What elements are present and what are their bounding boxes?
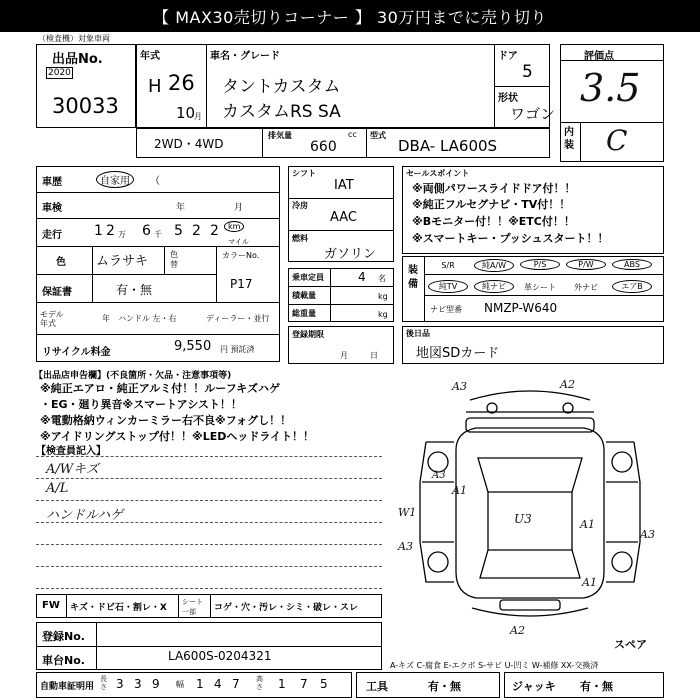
mark-a1-rear: A1 <box>582 576 597 589</box>
mileage-d2: 2 <box>106 223 115 239</box>
sales-point-2: ※純正フルセグナビ・TV付！！ <box>412 198 571 211</box>
capacity-value: 4 <box>358 270 366 284</box>
damage-seat: シート <box>182 598 203 606</box>
inspector-label: 【検査員記入】 <box>36 446 106 457</box>
cert-hei-label: 高さ <box>256 675 263 691</box>
equip-alloy: 純A/W <box>474 259 514 272</box>
doors-label: ドア <box>498 51 518 62</box>
cert-len-3: 9 <box>152 677 160 691</box>
mark-a3-top: A3 <box>452 380 467 393</box>
year-tag: 2020 <box>48 68 71 78</box>
damage-other: コゲ・穴・汚レ・シミ・破レ・スレ <box>214 603 359 613</box>
mark-a2-top: A2 <box>560 378 575 391</box>
damage-fw: FW <box>42 600 60 611</box>
fuel-label: 燃料 <box>292 234 308 243</box>
model-type-label: 型式 <box>370 131 386 140</box>
recycle-value: 9,550 <box>174 339 212 354</box>
navi-model-value: NMZP-W640 <box>484 301 558 315</box>
capacity-unit: 名 <box>378 274 386 283</box>
rating-label: 評価点 <box>584 51 614 62</box>
reg-period-month: 月 <box>340 351 348 360</box>
mileage-label: 走行 <box>42 230 62 241</box>
shift-value: IAT <box>334 178 354 193</box>
mark-a1-right: A1 <box>580 518 595 531</box>
car-name-line2: カスタムRS SA <box>222 102 341 122</box>
mark-u3: U3 <box>514 512 532 526</box>
ac-label: 冷房 <box>292 201 308 210</box>
header-note: （検査機）対象車両 <box>38 34 110 43</box>
tools-value: 有・無 <box>428 680 461 693</box>
chassis-value: LA600S-0204321 <box>168 649 272 663</box>
color-value: ムラサキ <box>96 254 149 269</box>
note-line-2: ・EG・廻り異音※スマートアシスト！！ <box>40 398 242 411</box>
car-name-label: 車名・グレード <box>210 51 280 62</box>
note-line-1: ※純正エアロ・純正アルミ付！！ルーフキズハゲ <box>40 382 281 395</box>
navi-model-label: ナビ型番 <box>430 305 462 314</box>
sales-point-3: ※Bモニター付！！※ETC付！！ <box>412 215 575 228</box>
era: H <box>148 76 162 97</box>
history-value: 自家用 <box>96 171 134 188</box>
car-damage-diagram <box>396 372 664 632</box>
mark-a1-left: A1 <box>452 484 467 497</box>
sales-point-4: ※スマートキー・プッシュスタート！！ <box>412 232 609 245</box>
cert-hei-3: 5 <box>320 677 328 691</box>
mark-w1: W1 <box>398 506 417 519</box>
shift-label: シフト <box>292 169 316 178</box>
interior-value: C <box>606 124 628 157</box>
interior-label: 内装 <box>564 127 574 151</box>
jack-label: ジャッキ <box>512 680 556 693</box>
mileage-d5: 2 <box>192 223 201 239</box>
weight-unit: kg <box>378 310 388 319</box>
reg-period-label: 登録期限 <box>292 330 324 339</box>
accessories-value: 地図SDカード <box>416 346 500 361</box>
color-label: 色 <box>56 257 66 268</box>
mileage-d6: 2 <box>210 223 219 239</box>
cert-wid-1: 1 <box>196 677 204 691</box>
damage-scratch: キズ・ドビ石・割レ・X <box>70 603 167 613</box>
cert-wid-label: 幅 <box>176 680 184 689</box>
month-unit: 月 <box>194 112 202 121</box>
registration-label: 登録No. <box>42 630 85 643</box>
color-change-label: 色替 <box>170 250 178 269</box>
cert-len-2: 3 <box>134 677 142 691</box>
inspector-line-3: ハンドルハゲ <box>46 508 124 523</box>
capacity-label: 乗車定員 <box>292 273 324 282</box>
recycle-unit: 円 預託済 <box>220 345 255 354</box>
cert-hei-1: 1 <box>278 677 286 691</box>
note-line-3: ※電動格納ウィンカーミラー右不良※フォグし！！ <box>40 414 292 427</box>
history-label: 車歴 <box>42 177 62 188</box>
tools-label: 工具 <box>366 680 388 693</box>
inspector-line-1: A/Wキズ <box>46 462 99 477</box>
model-row-dealer: ディーラー・並行 <box>206 314 270 323</box>
note-line-4: ※アイドリングストップ付！！※LEDヘッドライト！！ <box>40 430 315 443</box>
displacement-label: 排気量 <box>268 131 292 140</box>
drive-type: 2WD・4WD <box>154 137 224 151</box>
lot-number: 30033 <box>52 94 119 118</box>
shape-label: 形状 <box>498 93 518 104</box>
mark-a3-left: A3 <box>398 540 413 553</box>
lot-label: 出品No. <box>52 52 103 67</box>
cert-hei-2: 7 <box>300 677 308 691</box>
month: 10 <box>176 104 196 122</box>
warranty-value: 有・無 <box>116 283 153 297</box>
mileage-d3: 6 <box>142 223 151 239</box>
color-code: P17 <box>230 277 253 291</box>
equip-abs: ABS <box>612 259 652 270</box>
model-row-handle: ハンドル 左・右 <box>118 314 177 323</box>
model-type-value: DBA- LA600S <box>398 137 498 155</box>
year: 26 <box>168 71 195 95</box>
car-name-line1: タントカスタム <box>222 77 341 97</box>
load-label: 積載量 <box>292 291 316 300</box>
mileage-man: 万 <box>118 230 126 239</box>
equip-navi: 純ナビ <box>474 280 514 293</box>
notes-label: 【出品店申告欄】(不良箇所・欠品・注意事項等) <box>34 371 232 381</box>
equip-pw: P/W <box>566 259 606 270</box>
damage-item: 一部 <box>182 608 196 616</box>
title-banner: 【 MAX30売切りコーナー 】 30万円までに売り切り <box>0 0 700 32</box>
recycle-label: リサイクル料金 <box>42 347 111 358</box>
mileage-d4: 5 <box>174 223 183 239</box>
sales-points-label: セールスポイント <box>406 169 470 178</box>
inspector-line-2: A/L <box>46 481 69 496</box>
equip-ps: P/S <box>520 259 560 270</box>
damage-legend: A-キズ C-腐食 E-エクボ S-サビ U-凹ミ W-補修 XX-交換済 <box>390 661 599 670</box>
spare-label: スペア <box>614 638 647 651</box>
inspection-label: 車検 <box>42 203 62 214</box>
reg-period-day: 日 <box>370 351 378 360</box>
mileage-sen: 千 <box>154 230 162 239</box>
weight-label: 総重量 <box>292 309 316 318</box>
doors-value: 5 <box>522 62 533 82</box>
mileage-mile: マイル <box>228 238 249 246</box>
mileage-km: km <box>224 221 244 232</box>
mark-a3-right: A3 <box>640 528 655 541</box>
warranty-label: 保証書 <box>42 287 72 298</box>
displacement-value: 660 <box>310 139 337 155</box>
cert-len-label: 長さ <box>100 675 107 691</box>
fuel-value: ガソリン <box>324 247 377 262</box>
cert-len-1: 3 <box>116 677 124 691</box>
shape-value: ワゴン <box>510 105 556 123</box>
inspection-month: 月 <box>234 203 244 213</box>
cert-label: 自動車証明用 <box>40 682 95 692</box>
cert-wid-2: 4 <box>214 677 222 691</box>
equip-sr: S/R <box>441 261 455 270</box>
vehicle-info-table <box>36 166 280 362</box>
history-paren: （ <box>150 176 160 187</box>
chassis-label: 車台No. <box>42 654 85 667</box>
rating-value: 3.5 <box>580 66 641 110</box>
equip-leather: 革シート <box>524 283 556 292</box>
load-unit: kg <box>378 292 388 301</box>
accessories-label: 後日品 <box>406 329 430 338</box>
displacement-unit: cc <box>348 130 357 139</box>
equip-ext-navi: 外ナビ <box>574 283 598 292</box>
model-year-label: 年式 <box>140 51 160 62</box>
equip-airbag: エアB <box>612 280 652 293</box>
color-code-label: カラーNo. <box>222 251 260 260</box>
inspection-year: 年 <box>176 203 186 213</box>
equipment-label: 装備 <box>408 265 418 290</box>
model-row-year: 年 <box>102 314 110 323</box>
jack-value: 有・無 <box>580 680 613 693</box>
model-row-label: モデル年式 <box>40 310 64 328</box>
sales-point-1: ※両側パワースライドドア付！！ <box>412 182 576 195</box>
mark-a2-bottom: A2 <box>510 624 525 637</box>
mileage-d1: 1 <box>94 223 103 239</box>
ac-value: AAC <box>330 210 357 225</box>
mark-a3-door: A3 <box>432 470 446 481</box>
cert-wid-3: 7 <box>232 677 240 691</box>
equip-tv: 純TV <box>428 280 468 293</box>
